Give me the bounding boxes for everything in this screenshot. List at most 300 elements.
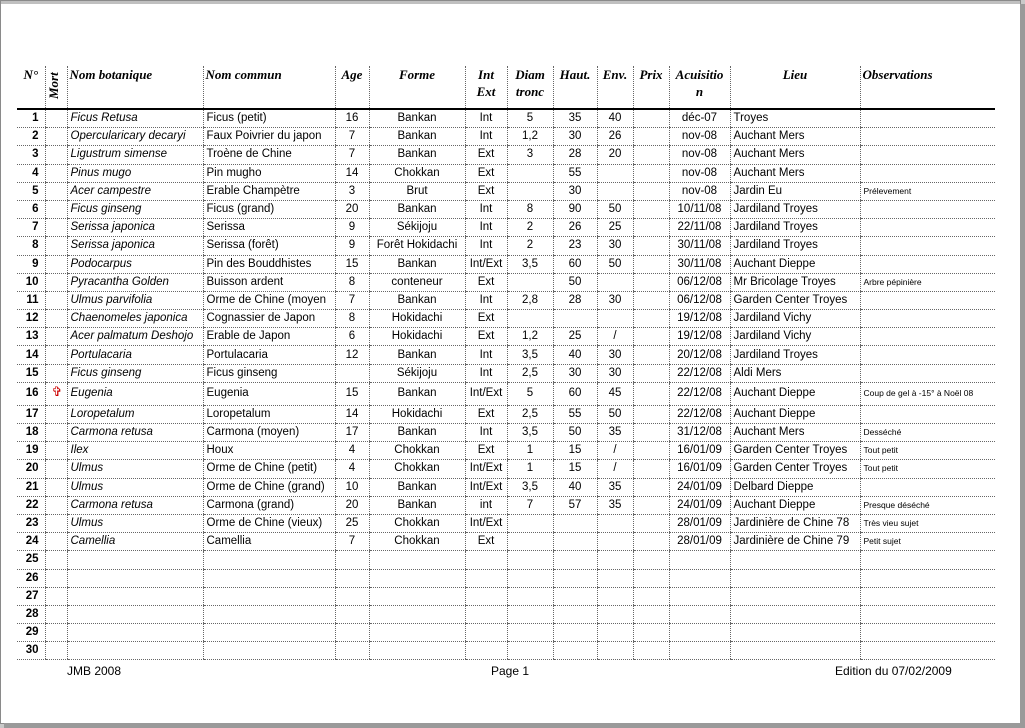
table-row [17, 273, 995, 291]
table-header-row [17, 66, 995, 109]
cell-prix [633, 200, 669, 218]
table-row [17, 460, 995, 478]
cell-prix [633, 164, 669, 182]
cell-forme: Brut [369, 182, 465, 200]
cell-observations: Prélevement [860, 182, 995, 200]
deceased-cross-icon: ✞ [51, 384, 63, 400]
cell-env [597, 642, 633, 660]
cell-nom-botanique: Ficus ginseng [67, 200, 203, 218]
cell-haut: 55 [553, 164, 597, 182]
cell-forme [369, 551, 465, 569]
header-mort [45, 66, 67, 109]
cell-age: 14 [335, 164, 369, 182]
cell-prix [633, 569, 669, 587]
page-shadow-bottom [4, 723, 1025, 728]
cell-observations [860, 605, 995, 623]
cell-observations [860, 109, 995, 128]
header-forme: Forme [369, 66, 465, 109]
cell-int-ext: Int/Ext [465, 255, 507, 273]
cell-lieu: Jardinière de Chine 78 [730, 514, 860, 532]
cell-age: 15 [335, 382, 369, 405]
cell-nom-commun: Buisson ardent [203, 273, 335, 291]
cell-num: 19 [17, 442, 45, 460]
cell-env: 26 [597, 128, 633, 146]
cell-nom-botanique: Ilex [67, 442, 203, 460]
cell-prix [633, 605, 669, 623]
cell-diam-tronc [507, 605, 553, 623]
cell-observations: Tout petit [860, 460, 995, 478]
cell-prix [633, 182, 669, 200]
header-acquisition: Acuisitio n [669, 66, 730, 109]
cell-env: / [597, 460, 633, 478]
cell-age: 7 [335, 146, 369, 164]
cell-acquisition [669, 551, 730, 569]
cell-lieu: Jardiland Troyes [730, 219, 860, 237]
cell-acquisition: 06/12/08 [669, 273, 730, 291]
cell-acquisition: 24/01/09 [669, 478, 730, 496]
cell-nom-botanique: Camellia [67, 533, 203, 551]
cell-acquisition: 28/01/09 [669, 533, 730, 551]
cell-mort [45, 642, 67, 660]
cell-lieu: Auchant Mers [730, 128, 860, 146]
cell-observations [860, 328, 995, 346]
cell-diam-tronc [507, 182, 553, 200]
cell-env: 35 [597, 478, 633, 496]
cell-int-ext: Int [465, 346, 507, 364]
cell-mort [45, 460, 67, 478]
cell-prix [633, 146, 669, 164]
cell-mort [45, 514, 67, 532]
cell-nom-botanique: Carmona retusa [67, 496, 203, 514]
cell-diam-tronc [507, 624, 553, 642]
cell-acquisition: 24/01/09 [669, 496, 730, 514]
cell-nom-commun: Carmona (grand) [203, 496, 335, 514]
table-row [17, 382, 995, 405]
cell-num: 2 [17, 128, 45, 146]
cell-mort [45, 255, 67, 273]
cell-diam-tronc: 1,2 [507, 128, 553, 146]
cell-age: 6 [335, 328, 369, 346]
cell-nom-botanique: Ulmus [67, 460, 203, 478]
cell-int-ext: Int [465, 424, 507, 442]
cell-lieu: Jardin Eu [730, 182, 860, 200]
cell-observations [860, 219, 995, 237]
cell-age [335, 551, 369, 569]
cell-diam-tronc: 3,5 [507, 346, 553, 364]
cell-prix [633, 405, 669, 423]
cell-haut: 28 [553, 146, 597, 164]
cell-int-ext: Int/Ext [465, 382, 507, 405]
cell-acquisition: 22/12/08 [669, 364, 730, 382]
cell-age: 12 [335, 346, 369, 364]
cell-acquisition: déc-07 [669, 109, 730, 128]
cell-nom-commun: Pin mugho [203, 164, 335, 182]
cell-prix [633, 382, 669, 405]
cell-mort [45, 346, 67, 364]
table-row [17, 310, 995, 328]
cell-int-ext: Int/Ext [465, 478, 507, 496]
cell-haut [553, 605, 597, 623]
cell-observations: Tout petit [860, 442, 995, 460]
table-row [17, 146, 995, 164]
cell-haut: 15 [553, 442, 597, 460]
cell-mort [45, 405, 67, 423]
cell-nom-commun: Orme de Chine (grand) [203, 478, 335, 496]
cell-observations [860, 237, 995, 255]
table-row [17, 364, 995, 382]
cell-diam-tronc: 3,5 [507, 255, 553, 273]
cell-haut: 26 [553, 219, 597, 237]
cell-diam-tronc: 2 [507, 219, 553, 237]
cell-acquisition: 19/12/08 [669, 310, 730, 328]
cell-nom-botanique: Chaenomeles japonica [67, 310, 203, 328]
cell-haut: 90 [553, 200, 597, 218]
cell-nom-botanique [67, 624, 203, 642]
cell-int-ext: Ext [465, 182, 507, 200]
cell-forme: Bankan [369, 424, 465, 442]
cell-int-ext [465, 551, 507, 569]
cell-num: 27 [17, 587, 45, 605]
cell-mort [45, 328, 67, 346]
cell-acquisition: 28/01/09 [669, 514, 730, 532]
cell-age [335, 587, 369, 605]
cell-observations: Très vieu sujet [860, 514, 995, 532]
cell-int-ext [465, 569, 507, 587]
cell-observations: Presque déséché [860, 496, 995, 514]
table-row [17, 328, 995, 346]
cell-nom-botanique: Ligustrum simense [67, 146, 203, 164]
cell-env: 35 [597, 496, 633, 514]
cell-mort [45, 164, 67, 182]
cell-acquisition: 30/11/08 [669, 237, 730, 255]
cell-num: 22 [17, 496, 45, 514]
cell-diam-tronc [507, 642, 553, 660]
cell-prix [633, 109, 669, 128]
cell-num: 21 [17, 478, 45, 496]
cell-diam-tronc: 1 [507, 460, 553, 478]
cell-int-ext: Ext [465, 442, 507, 460]
header-diam-tronc: Diam tronc [507, 66, 553, 109]
cell-mort [45, 424, 67, 442]
cell-env: 20 [597, 146, 633, 164]
table-row [17, 533, 995, 551]
cell-age: 9 [335, 219, 369, 237]
cell-age: 20 [335, 200, 369, 218]
cell-nom-botanique: Eugenia [67, 382, 203, 405]
cell-int-ext: Int [465, 128, 507, 146]
cell-acquisition: 10/11/08 [669, 200, 730, 218]
cell-lieu: Auchant Mers [730, 164, 860, 182]
cell-int-ext: Ext [465, 533, 507, 551]
cell-env: 30 [597, 346, 633, 364]
cell-env [597, 569, 633, 587]
cell-num: 11 [17, 291, 45, 309]
cell-haut: 30 [553, 364, 597, 382]
cell-prix [633, 219, 669, 237]
cell-int-ext [465, 624, 507, 642]
cell-env: / [597, 328, 633, 346]
cell-num: 16 [17, 382, 45, 405]
cell-age: 4 [335, 460, 369, 478]
cell-int-ext: Int/Ext [465, 514, 507, 532]
cell-forme: Chokkan [369, 164, 465, 182]
cell-acquisition: 31/12/08 [669, 424, 730, 442]
cell-env [597, 551, 633, 569]
cell-num: 15 [17, 364, 45, 382]
cell-num: 25 [17, 551, 45, 569]
cell-forme: Forêt Hokidachi [369, 237, 465, 255]
cell-prix [633, 310, 669, 328]
cell-env: 30 [597, 291, 633, 309]
cell-forme: Bankan [369, 128, 465, 146]
cell-mort [45, 364, 67, 382]
cell-forme [369, 642, 465, 660]
cell-acquisition: 22/11/08 [669, 219, 730, 237]
table-row [17, 587, 995, 605]
cell-nom-commun: Erable de Japon [203, 328, 335, 346]
cell-observations [860, 405, 995, 423]
cell-forme: Bankan [369, 200, 465, 218]
cell-acquisition [669, 642, 730, 660]
cell-diam-tronc [507, 514, 553, 532]
cell-nom-commun [203, 624, 335, 642]
cell-nom-commun: Houx [203, 442, 335, 460]
cell-lieu [730, 587, 860, 605]
cell-haut: 57 [553, 496, 597, 514]
cell-lieu: Jardiland Vichy [730, 310, 860, 328]
cell-mort [45, 478, 67, 496]
header-lieu: Lieu [730, 66, 860, 109]
cell-nom-commun [203, 587, 335, 605]
cell-mort [45, 128, 67, 146]
cell-mort [45, 569, 67, 587]
header-mort-label: Mort [45, 72, 61, 99]
cell-env: 50 [597, 255, 633, 273]
cell-age: 3 [335, 182, 369, 200]
cell-observations [860, 624, 995, 642]
cell-num: 9 [17, 255, 45, 273]
page-shadow-right [1020, 4, 1025, 728]
table-row [17, 128, 995, 146]
cell-haut [553, 642, 597, 660]
cell-nom-botanique: Pyracantha Golden [67, 273, 203, 291]
cell-haut: 23 [553, 237, 597, 255]
cell-haut [553, 514, 597, 532]
cell-num: 7 [17, 219, 45, 237]
table-row [17, 164, 995, 182]
cell-mort [45, 291, 67, 309]
cell-lieu: Auchant Mers [730, 146, 860, 164]
cell-forme [369, 624, 465, 642]
cell-diam-tronc: 3,5 [507, 478, 553, 496]
cell-prix [633, 273, 669, 291]
table-row [17, 182, 995, 200]
cell-haut [553, 569, 597, 587]
cell-age: 15 [335, 255, 369, 273]
cell-acquisition [669, 605, 730, 623]
cell-env [597, 624, 633, 642]
table-row [17, 624, 995, 642]
cell-forme: Chokkan [369, 514, 465, 532]
cell-int-ext: Ext [465, 273, 507, 291]
cell-lieu: Jardinière de Chine 79 [730, 533, 860, 551]
cell-env [597, 587, 633, 605]
cell-forme: Hokidachi [369, 328, 465, 346]
cell-prix [633, 442, 669, 460]
cell-env [597, 310, 633, 328]
cell-num: 14 [17, 346, 45, 364]
cell-forme [369, 605, 465, 623]
cell-diam-tronc [507, 551, 553, 569]
cell-mort [45, 382, 67, 405]
cell-num: 10 [17, 273, 45, 291]
cell-mort [45, 605, 67, 623]
cell-observations [860, 364, 995, 382]
cell-num: 5 [17, 182, 45, 200]
cell-haut: 55 [553, 405, 597, 423]
cell-nom-commun: Cognassier de Japon [203, 310, 335, 328]
cell-nom-botanique: Pinus mugo [67, 164, 203, 182]
cell-int-ext: Int [465, 219, 507, 237]
cell-env [597, 164, 633, 182]
cell-haut: 30 [553, 128, 597, 146]
cell-prix [633, 128, 669, 146]
cell-env [597, 533, 633, 551]
cell-nom-commun: Ficus ginseng [203, 364, 335, 382]
cell-num: 4 [17, 164, 45, 182]
cell-haut: 28 [553, 291, 597, 309]
cell-prix [633, 328, 669, 346]
cell-prix [633, 624, 669, 642]
cell-diam-tronc: 5 [507, 382, 553, 405]
header-int-ext: Int Ext [465, 66, 507, 109]
cell-age [335, 642, 369, 660]
cell-forme: Sékijoju [369, 219, 465, 237]
cell-acquisition: 30/11/08 [669, 255, 730, 273]
cell-diam-tronc [507, 164, 553, 182]
cell-diam-tronc [507, 533, 553, 551]
cell-age [335, 569, 369, 587]
cell-forme: Bankan [369, 255, 465, 273]
footer-page-number: Page 1 [491, 664, 530, 678]
cell-age: 4 [335, 442, 369, 460]
cell-acquisition [669, 587, 730, 605]
table-row [17, 291, 995, 309]
cell-nom-botanique: Serissa japonica [67, 219, 203, 237]
cell-env: 30 [597, 237, 633, 255]
cell-nom-botanique [67, 605, 203, 623]
cell-forme: Bankan [369, 478, 465, 496]
cell-age [335, 624, 369, 642]
cell-diam-tronc: 2,5 [507, 405, 553, 423]
cell-forme: Chokkan [369, 442, 465, 460]
cell-observations [860, 587, 995, 605]
cell-mort [45, 533, 67, 551]
cell-haut: 50 [553, 273, 597, 291]
cell-lieu: Auchant Dieppe [730, 405, 860, 423]
table-row [17, 496, 995, 514]
cell-age: 25 [335, 514, 369, 532]
cell-prix [633, 642, 669, 660]
cell-int-ext: Ext [465, 310, 507, 328]
cell-observations [860, 164, 995, 182]
cell-lieu: Jardiland Troyes [730, 346, 860, 364]
cell-forme: Bankan [369, 146, 465, 164]
cell-num: 6 [17, 200, 45, 218]
cell-lieu: Mr Bricolage Troyes [730, 273, 860, 291]
cell-age: 7 [335, 128, 369, 146]
header-age: Age [335, 66, 369, 109]
cell-acquisition: 06/12/08 [669, 291, 730, 309]
cell-forme: Bankan [369, 291, 465, 309]
cell-acquisition: 16/01/09 [669, 460, 730, 478]
cell-lieu: Jardiland Vichy [730, 328, 860, 346]
table-row [17, 237, 995, 255]
cell-num: 3 [17, 146, 45, 164]
cell-observations: Arbre pépinière [860, 273, 995, 291]
header-nom-commun: Nom commun [203, 66, 335, 109]
cell-num: 24 [17, 533, 45, 551]
cell-nom-botanique: Ficus Retusa [67, 109, 203, 128]
cell-diam-tronc [507, 569, 553, 587]
cell-nom-botanique [67, 587, 203, 605]
cell-acquisition: 19/12/08 [669, 328, 730, 346]
cell-diam-tronc: 1 [507, 442, 553, 460]
cell-nom-botanique: Carmona retusa [67, 424, 203, 442]
cell-mort [45, 237, 67, 255]
cell-int-ext: Ext [465, 328, 507, 346]
cell-nom-commun: Faux Poivrier du japon [203, 128, 335, 146]
cell-prix [633, 514, 669, 532]
cell-observations [860, 569, 995, 587]
cell-int-ext [465, 587, 507, 605]
cell-mort [45, 200, 67, 218]
cell-env: 40 [597, 109, 633, 128]
cell-nom-commun: Portulacaria [203, 346, 335, 364]
cell-diam-tronc: 3 [507, 146, 553, 164]
cell-forme: Hokidachi [369, 310, 465, 328]
cell-forme: Chokkan [369, 533, 465, 551]
cell-mort [45, 219, 67, 237]
table-row [17, 200, 995, 218]
cell-env: / [597, 442, 633, 460]
cell-nom-commun: Orme de Chine (moyen [203, 291, 335, 309]
cell-int-ext: Int [465, 200, 507, 218]
header-observations: Observations [860, 66, 995, 109]
cell-lieu [730, 642, 860, 660]
cell-nom-commun: Camellia [203, 533, 335, 551]
cell-lieu: Garden Center Troyes [730, 291, 860, 309]
header-haut: Haut. [553, 66, 597, 109]
cell-haut: 15 [553, 460, 597, 478]
cell-nom-botanique: Podocarpus [67, 255, 203, 273]
cell-int-ext: Int [465, 364, 507, 382]
footer-edition-date: Edition du 07/02/2009 [835, 664, 952, 678]
cell-prix [633, 587, 669, 605]
cell-env: 25 [597, 219, 633, 237]
cell-nom-botanique: Loropetalum [67, 405, 203, 423]
cell-forme [369, 569, 465, 587]
cell-haut: 50 [553, 424, 597, 442]
cell-diam-tronc: 2,5 [507, 364, 553, 382]
cell-observations: Coup de gel à -15° à Noël 08 [860, 382, 995, 405]
cell-forme: conteneur [369, 273, 465, 291]
cell-int-ext: Int [465, 109, 507, 128]
cell-nom-commun: Eugenia [203, 382, 335, 405]
cell-nom-commun: Ficus (petit) [203, 109, 335, 128]
table-row [17, 514, 995, 532]
cell-haut: 40 [553, 346, 597, 364]
